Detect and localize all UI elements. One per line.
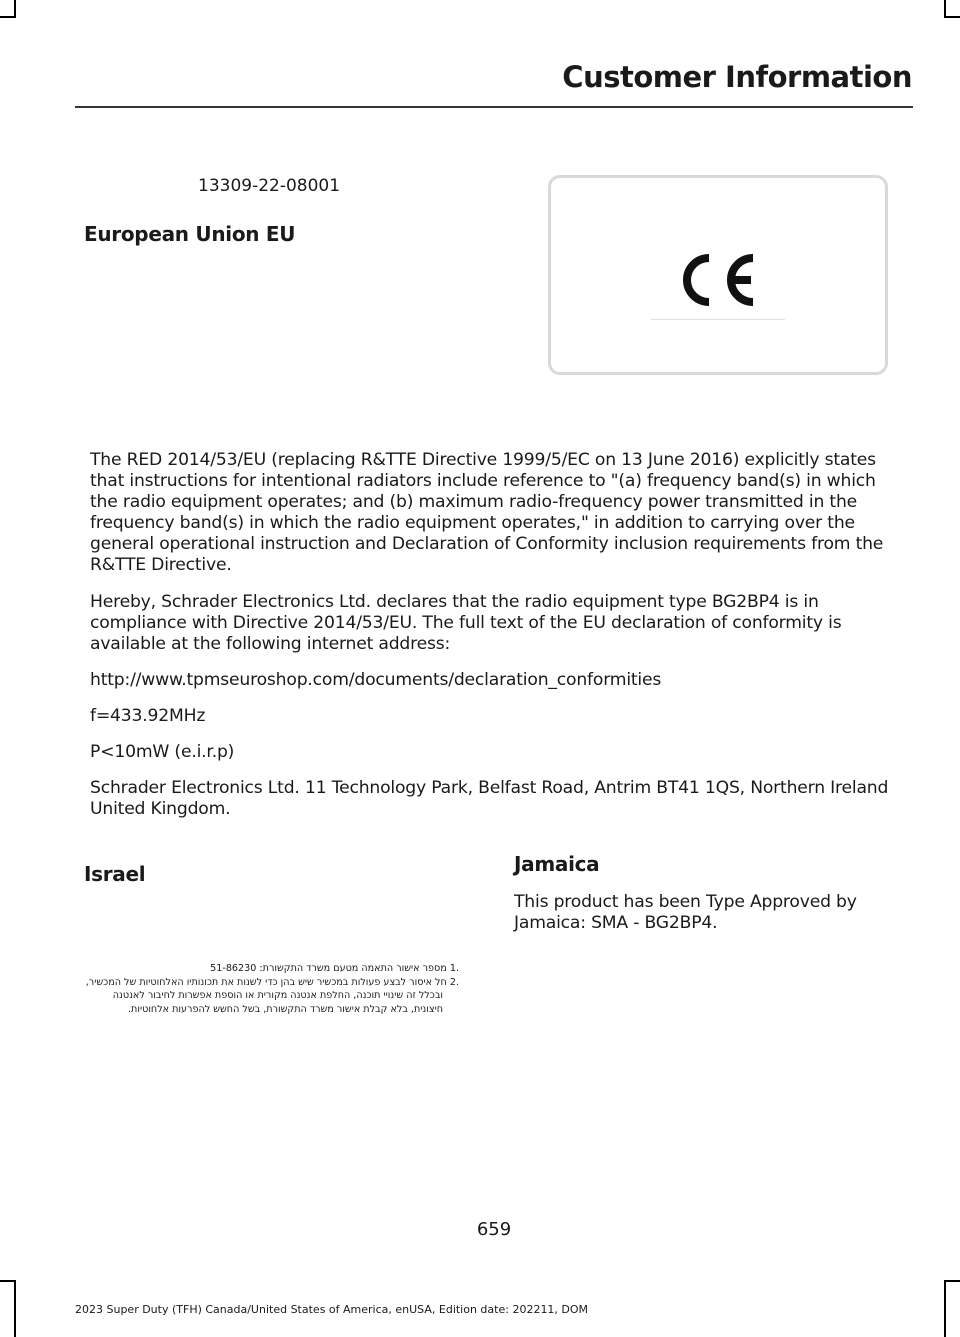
footer-text: 2023 Super Duty (TFH) Canada/United States of America, enUSA, Edition date: 202211, DOM: [75, 1303, 589, 1316]
eu-frequency: f=433.92MHz: [90, 706, 206, 726]
ce-mark-icon: [679, 250, 759, 310]
israel-line: .2 חל איסור לבצע פעולות במכשיר שיש בהן כדי לשנות את תכונותיו האלחוטיות של המכשיר,: [85, 976, 459, 988]
eu-declaration-url: http://www.tpmseuroshop.com/documents/declaration_conformities: [90, 670, 662, 690]
approval-number: 13309-22-08001: [198, 176, 341, 196]
jamaica-heading: Jamaica: [514, 852, 600, 876]
ce-mark-baseline: [651, 319, 785, 320]
crop-mark-bottom-right-v: [944, 1280, 946, 1337]
ce-mark-image: [548, 175, 888, 375]
crop-mark-top-left-h: [0, 16, 16, 18]
israel-line: חיצונית, בלא קבלת אישור משרד התקשורת, בשל החשש להפרעות אלחוטיות.: [127, 1003, 443, 1015]
page-number: 659: [476, 1219, 512, 1240]
israel-heading: Israel: [84, 862, 146, 886]
crop-mark-bottom-right-h: [944, 1280, 960, 1282]
jamaica-text: This product has been Type Approved by Jamaica: SMA - BG2BP4.: [514, 892, 857, 933]
israel-line: .1 מספר אישור התאמה מטעם משרד התקשורת: 51-86230: [210, 963, 459, 974]
eu-heading: European Union EU: [84, 222, 296, 246]
page-title: Customer Information: [562, 60, 912, 94]
eu-paragraph-red: The RED 2014/53/EU (replacing R&TTE Directive 1999/5/EC on 13 June 2016) explicitly states that instructions for intentional radiators include reference to "(a) frequency band(s) in which the radio equipment operates; and (b) maximum radio-frequency power transmitted in the frequency band(s) in which the radio equipment operates," in addition to carrying over the general operational instruction and Declaration of Conformity inclusion requirements from the R&TTE Directive.: [90, 450, 884, 575]
eu-manufacturer-address: Schrader Electronics Ltd. 11 Technology Park, Belfast Road, Antrim BT41 1QS, Northern Ireland United Kingdom.: [90, 778, 889, 819]
crop-mark-bottom-left-h: [0, 1280, 16, 1282]
israel-line: ובכלל זה שינויי תוכנה, החלפת אנטנה מקורית או הוספת אפשרות לחיבור לאנטנה: [112, 990, 443, 1001]
eu-power: P<10mW (e.i.r.p): [90, 742, 235, 762]
israel-approval-text: [75, 962, 459, 1016]
crop-mark-bottom-left-v: [14, 1280, 16, 1337]
header-divider: [75, 106, 913, 108]
eu-paragraph-declaration: Hereby, Schrader Electronics Ltd. declares that the radio equipment type BG2BP4 is in compliance with Directive 2014/53/EU. The full text of the EU declaration of conformity is available at the following internet address:: [90, 592, 842, 654]
crop-mark-top-right-h: [944, 16, 960, 18]
